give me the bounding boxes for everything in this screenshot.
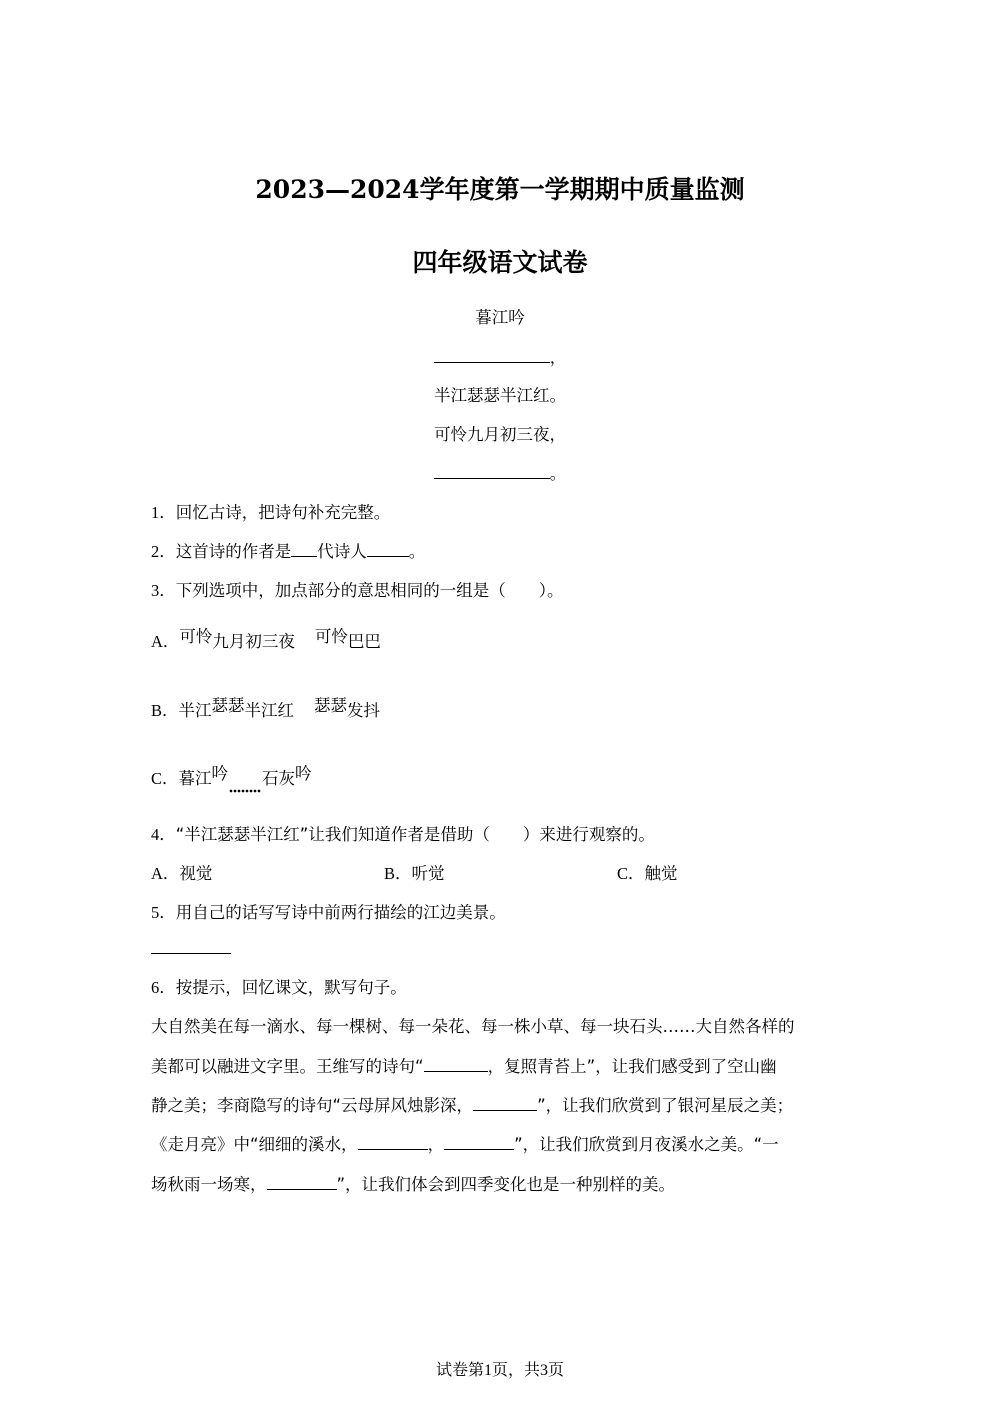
option-3b-text-3: 发抖 (347, 701, 381, 720)
question-2-text-c: 。 (408, 542, 426, 561)
option-3a[interactable] (151, 628, 381, 652)
option-3c-dotted-1: 吟 (211, 764, 229, 783)
passage-line-4-a: 《走月亮》中“细细的溪水， (151, 1135, 358, 1154)
option-3c-text-1: 暮江 (178, 769, 212, 788)
question-3-number: 3． (151, 581, 176, 600)
dynasty-blank[interactable] (291, 541, 317, 557)
option-4a[interactable] (151, 860, 212, 884)
question-2-text-a: 这首诗的作者是 (175, 542, 292, 561)
option-3a-label: A． (151, 632, 180, 651)
option-3a-dotted-1: 可怜 (179, 627, 213, 646)
option-4b-text: 听觉 (411, 864, 445, 883)
answer-line[interactable] (151, 953, 231, 954)
passage-line-2-a: 美都可以融进文字里。王维写的诗句“ (151, 1057, 424, 1076)
option-4b-label: B． (384, 864, 412, 883)
poem-line-4-punct: 。 (549, 464, 567, 483)
passage-line-4 (151, 1131, 841, 1155)
option-3a-dotted-2: 可怜 (314, 627, 348, 646)
question-2-number: 2． (151, 542, 176, 561)
option-3c-text-2: 石灰 (262, 769, 296, 788)
question-4 (151, 821, 655, 845)
option-4a-text: 视觉 (179, 864, 213, 883)
exam-title: 2023—2024学年度第一学期期中质量监测 (255, 175, 745, 204)
poem-line-2: 半江瑟瑟半江红。 (434, 386, 566, 405)
option-4c-label: C． (617, 864, 645, 883)
fill-blank-4[interactable] (444, 1134, 514, 1150)
question-4-number: 4． (151, 825, 176, 844)
passage-line-3-b: ”，让我们欣赏到了银河星辰之美； (537, 1096, 794, 1115)
passage-line-5 (151, 1171, 841, 1195)
fill-blank-2[interactable] (473, 1095, 537, 1111)
poem-line-4-blank[interactable] (434, 463, 550, 479)
question-2-text-b: 代诗人 (317, 542, 367, 561)
passage-line-3 (151, 1092, 841, 1116)
fill-blank-1[interactable] (424, 1056, 488, 1072)
question-5 (151, 899, 506, 923)
option-4b[interactable] (384, 860, 445, 884)
option-3b-dotted-1: 瑟瑟 (211, 696, 245, 715)
passage-line-5-b: ”，让我们体会到四季变化也是一种别样的美。 (336, 1175, 676, 1194)
page-footer: 试卷第1页，共3页 (435, 1362, 564, 1379)
poet-blank[interactable] (367, 541, 409, 557)
passage-line-4-b: ， (427, 1135, 445, 1154)
question-5-number: 5． (151, 903, 176, 922)
option-4a-label: A． (151, 864, 180, 883)
fill-blank-5[interactable] (267, 1174, 337, 1190)
question-3 (151, 577, 564, 601)
question-5-text: 用自己的话写写诗中前两行描绘的江边美景。 (175, 903, 506, 922)
question-1 (151, 499, 390, 523)
poem-line-3: 可怜九月初三夜， (434, 425, 566, 444)
option-4c-text: 触觉 (644, 864, 678, 883)
question-6-text: 按提示，回忆课文，默写句子。 (175, 978, 407, 997)
option-3c[interactable] (151, 765, 312, 793)
poem-line-4 (0, 460, 1000, 484)
question-6 (151, 974, 407, 998)
question-6-number: 6． (151, 978, 176, 997)
question-2 (151, 538, 425, 562)
option-3b-text-2: 半江红 (244, 701, 295, 720)
exam-subtitle: 四年级语文试卷 (412, 248, 588, 277)
poem-line-1-blank[interactable] (434, 347, 550, 363)
question-4-text: “半江瑟瑟半江红”让我们知道作者是借助（ ）来进行观察的。 (175, 825, 655, 844)
passage-line-1: 大自然美在每一滴水、每一棵树、每一朵花、每一株小草、每一块石头……大自然各样的 (151, 1017, 795, 1036)
poem-line-1-punct: ， (549, 348, 567, 367)
option-3a-text-1: 九月初三夜 (212, 632, 295, 651)
question-1-text: 回忆古诗，把诗句补充完整。 (175, 503, 391, 522)
question-3-text: 下列选项中，加点部分的意思相同的一组是（ ）。 (175, 581, 564, 600)
option-3b-text-1: 半江 (178, 701, 212, 720)
passage-line-4-c: ”，让我们欣赏到月夜溪水之美。“一 (514, 1135, 779, 1154)
option-3a-text-2: 巴巴 (347, 632, 381, 651)
fill-blank-3[interactable] (358, 1134, 428, 1150)
option-3b-dotted-2: 瑟瑟 (314, 696, 348, 715)
option-3b-label: B． (151, 701, 179, 720)
passage-line-2-b: ，复照青苔上”，让我们感受到了空山幽 (487, 1057, 777, 1076)
passage-line-3-a: 静之美；李商隐写的诗句“云母屏风烛影深， (151, 1096, 474, 1115)
option-3c-dotted-2: 吟 (295, 764, 312, 783)
passage-line-2 (151, 1053, 841, 1077)
question-1-number: 1． (151, 503, 176, 522)
option-4c[interactable] (617, 860, 678, 884)
option-3b[interactable] (151, 697, 380, 721)
poem-line-1 (0, 344, 1000, 368)
emphasis-dots (229, 789, 261, 793)
passage-line-5-a: 场秋雨一场寒， (151, 1175, 267, 1194)
option-3c-label: C． (151, 769, 179, 788)
poem-title: 暮江吟 (475, 308, 525, 327)
